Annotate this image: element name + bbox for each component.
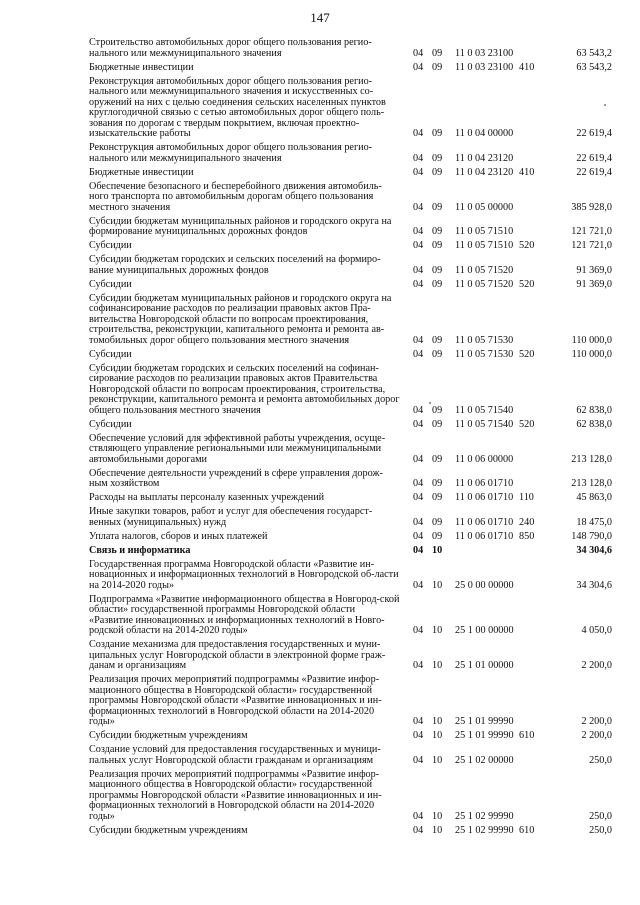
- table-row: [0, 350, 640, 361]
- cell-pr: 09: [432, 240, 443, 251]
- cell-sum: 63 543,2: [576, 47, 612, 59]
- cell-vr: 410: [519, 61, 535, 73]
- row-description: Бюджетные инвестиции: [89, 166, 194, 178]
- table-row: [0, 731, 640, 742]
- row-description: Обеспечение условий для эффективной работы учреждения, осуще-ствляющего управление региональными или межмуниципальными автомобильными дорогами: [89, 432, 386, 465]
- cell-sum: 45 863,0: [576, 492, 612, 503]
- cell-csr: 25 1 00 00000: [455, 625, 514, 636]
- cell-csr: 11 0 04 23120: [455, 166, 514, 178]
- cell-rz: 04: [413, 516, 424, 528]
- table-row: [0, 241, 640, 252]
- cell-sum: 91 369,0: [576, 264, 612, 276]
- table-row: [0, 217, 640, 238]
- cell-csr: 11 0 06 00000: [455, 453, 514, 465]
- table-row: [0, 143, 640, 164]
- cell-pr: 10: [432, 754, 443, 766]
- cell-pr: 09: [432, 264, 443, 276]
- cell-pr: 09: [432, 278, 443, 290]
- cell-sum: 148 790,0: [571, 530, 612, 542]
- cell-sum: 121 721,0: [571, 226, 612, 237]
- cell-pr: 09: [432, 516, 443, 528]
- table-row: [0, 255, 640, 276]
- cell-rz: 04: [413, 579, 424, 591]
- cell-csr: 11 0 04 23120: [455, 152, 514, 164]
- cell-rz: 04: [413, 47, 424, 59]
- row-description: Расходы на выплаты персоналу казенных учреждений: [89, 492, 325, 503]
- cell-rz: 04: [413, 625, 424, 636]
- cell-csr: 25 1 02 99990: [455, 824, 514, 836]
- cell-sum: 34 304,6: [576, 579, 612, 591]
- table-row: [0, 640, 640, 672]
- cell-sum: 213 128,0: [571, 453, 612, 465]
- cell-csr: 11 0 05 71520: [455, 264, 514, 276]
- row-description: Уплата налогов, сборов и иных платежей: [89, 530, 268, 542]
- cell-sum: 18 475,0: [576, 516, 612, 528]
- cell-sum: 22 619,4: [576, 152, 612, 164]
- cell-pr: 10: [432, 730, 443, 741]
- cell-sum: 385 928,0: [571, 201, 612, 213]
- cell-csr: 11 0 03 23100: [455, 47, 514, 59]
- cell-rz: 04: [413, 754, 424, 766]
- cell-csr: 11 0 06 01710: [455, 492, 514, 503]
- cell-vr: 520: [519, 278, 535, 290]
- table-row: [0, 469, 640, 490]
- cell-csr: 11 0 05 71540: [455, 418, 514, 430]
- cell-pr: 09: [432, 453, 443, 465]
- table-row: [0, 546, 640, 557]
- cell-pr: 09: [432, 201, 443, 213]
- cell-rz: 04: [413, 61, 424, 73]
- cell-csr: 25 1 02 00000: [455, 754, 514, 766]
- cell-csr: 25 0 00 00000: [455, 579, 514, 591]
- cell-rz: 04: [413, 492, 424, 503]
- cell-pr: 09: [432, 492, 443, 503]
- row-description: Бюджетные инвестиции: [89, 61, 194, 73]
- cell-rz: 04: [413, 128, 424, 139]
- cell-rz: 04: [413, 716, 424, 727]
- cell-csr: 25 1 01 99990: [455, 730, 514, 741]
- cell-rz: 04: [413, 730, 424, 741]
- cell-rz: 04: [413, 264, 424, 276]
- row-description: Связь и информатика: [89, 544, 191, 556]
- row-description: Субсидии бюджетным учреждениям: [89, 730, 248, 741]
- cell-csr: 11 0 05 71510: [455, 226, 514, 237]
- cell-sum: 22 619,4: [576, 166, 612, 178]
- row-description: Реализация прочих мероприятий подпрограммы «Развитие инфор-мационного общества в Новгородской области» государственной программы Новгородской области «Развитие инновационных и ин-формационных технологий в Новгородской области на 2014-2020 годы»: [89, 674, 382, 727]
- cell-pr: 10: [432, 660, 443, 671]
- cell-rz: 04: [413, 824, 424, 836]
- cell-rz: 04: [413, 544, 424, 556]
- cell-csr: 11 0 05 00000: [455, 201, 514, 213]
- row-description: Строительство автомобильных дорог общего пользования регио-нального или межмуниципального значения: [89, 37, 372, 59]
- cell-rz: 04: [413, 166, 424, 178]
- page-number: 147: [310, 10, 330, 25]
- cell-vr: 410: [519, 166, 535, 178]
- row-description: Субсидии: [89, 240, 132, 251]
- cell-rz: 04: [413, 201, 424, 213]
- cell-sum: 62 838,0: [576, 418, 612, 430]
- row-description: Субсидии бюджетным учреждениям: [89, 824, 248, 836]
- cell-sum: 4 050,0: [581, 625, 612, 636]
- cell-pr: 09: [432, 530, 443, 542]
- cell-sum: 34 304,6: [576, 544, 612, 556]
- row-description: Реализация прочих мероприятий подпрограммы «Развитие инфор-мационного общества в Новгородской области» государственной программы Новгородской области «Развитие инновационных и ин-формационных технологий в Новгородской области на 2014-2020 годы»: [89, 768, 382, 822]
- cell-pr: 09: [432, 404, 443, 416]
- table-row: [0, 770, 640, 823]
- table-row: [0, 364, 640, 417]
- cell-sum: 2 200,0: [581, 730, 612, 741]
- cell-pr: 09: [432, 478, 443, 489]
- cell-rz: 04: [413, 404, 424, 416]
- cell-pr: 10: [432, 625, 443, 636]
- table-row: [0, 507, 640, 528]
- cell-csr: 11 0 05 71510: [455, 240, 514, 251]
- row-description: Государственная программа Новгородской области «Развитие ин-новационных и информационных технологий в Новгородской об-ласти на 2014-2020 годы»: [89, 558, 399, 591]
- cell-sum: 250,0: [589, 824, 612, 836]
- cell-csr: 25 1 02 99990: [455, 810, 514, 822]
- cell-rz: 04: [413, 418, 424, 430]
- cell-pr: 09: [432, 47, 443, 59]
- cell-vr: 850: [519, 530, 535, 542]
- cell-csr: 11 0 05 71530: [455, 348, 514, 360]
- row-description: Подпрограмма «Развитие информационного общества в Новгород-ской области» государственной программы Новгородской области «Развитие инновационных и информационных технологий в Новго-родской области на 2014-2020 годы»: [89, 593, 400, 636]
- table-row: [0, 745, 640, 766]
- cell-pr: 09: [432, 226, 443, 237]
- table-row: [0, 168, 640, 179]
- row-description: Субсидии бюджетам городских и сельских поселений на формиро-вание муниципальных дорожных фондов: [89, 254, 381, 276]
- scan-speck: [429, 402, 431, 404]
- cell-rz: 04: [413, 810, 424, 822]
- cell-sum: 110 000,0: [571, 348, 612, 360]
- cell-rz: 04: [413, 660, 424, 671]
- cell-rz: 04: [413, 478, 424, 489]
- cell-rz: 04: [413, 226, 424, 237]
- table-row: [0, 434, 640, 466]
- table-row: [0, 595, 640, 637]
- cell-csr: 11 0 06 01710: [455, 530, 514, 542]
- cell-csr: 11 0 05 71530: [455, 334, 514, 346]
- cell-rz: 04: [413, 334, 424, 346]
- row-description: Обеспечение безопасного и бесперебойного движения автомобиль-ного транспорта по автомобильным дорогам общего пользования местного значения: [89, 180, 382, 213]
- table-row: [0, 280, 640, 291]
- cell-rz: 04: [413, 453, 424, 465]
- cell-pr: 09: [432, 418, 443, 430]
- cell-pr: 09: [432, 334, 443, 346]
- cell-sum: 110 000,0: [571, 334, 612, 346]
- row-description: Реконструкция автомобильных дорог общего пользования регио-нального или межмуниципального значения и искусственных со-оружений на них с целью соединения сельских населенных пунктов круглогодичной связью с сетью автомобильных дорог общего поль-зования по дорогам с твердым покрытием, включая проектно-изыскательские работы: [89, 75, 386, 139]
- cell-sum: 2 200,0: [581, 716, 612, 727]
- row-description: Субсидии бюджетам городских и сельских поселений на софинан-сирование расходов по реализации правовых актов Правительства Новгородской области по вопросам проектирования, строительства, реконструкции, капитального ремонта и ремонта автомобильных дорог общего пользования местного значения: [89, 362, 400, 416]
- row-description: Субсидии: [89, 278, 132, 290]
- cell-pr: 10: [432, 810, 443, 822]
- cell-csr: 11 0 03 23100: [455, 61, 514, 73]
- cell-csr: 11 0 06 01710: [455, 478, 514, 489]
- table-row: [0, 675, 640, 728]
- cell-rz: 04: [413, 530, 424, 542]
- row-description: Субсидии бюджетам муниципальных районов и городского округа на софинансирование расходов по реализации правовых актов Пра-вительства Новгородской области по вопросам проектирования, строительства, реконструкции, капитального ремонта и ремонта ав-томобильных дорог общего пользования местного значения: [89, 292, 392, 346]
- cell-vr: 110: [519, 492, 534, 503]
- row-description: Создание механизма для предоставления государственных и муни-ципальных услуг Новгородской области в электронной форме граж-данам и организациям: [89, 639, 386, 671]
- cell-sum: 250,0: [589, 810, 612, 822]
- cell-pr: 10: [432, 716, 443, 727]
- budget-table: [0, 38, 640, 840]
- cell-csr: 25 1 01 00000: [455, 660, 514, 671]
- cell-pr: 09: [432, 152, 443, 164]
- cell-csr: 11 0 05 71520: [455, 278, 514, 290]
- cell-vr: 520: [519, 240, 535, 251]
- cell-sum: 213 128,0: [571, 478, 612, 489]
- cell-rz: 04: [413, 348, 424, 360]
- cell-vr: 520: [519, 348, 535, 360]
- table-row: [0, 826, 640, 837]
- cell-sum: 22 619,4: [576, 128, 612, 139]
- cell-csr: 11 0 04 00000: [455, 128, 514, 139]
- cell-sum: 250,0: [589, 754, 612, 766]
- cell-vr: 240: [519, 516, 535, 528]
- row-description: Субсидии бюджетам муниципальных районов и городского округа на формирование муниципальных дорожных фондов: [89, 215, 392, 237]
- cell-rz: 04: [413, 240, 424, 251]
- row-description: Субсидии: [89, 418, 132, 430]
- cell-csr: 11 0 05 71540: [455, 404, 514, 416]
- row-description: Субсидии: [89, 348, 132, 360]
- cell-sum: 2 200,0: [581, 660, 612, 671]
- row-description: Создание условий для предоставления государственных и муници-пальных услуг Новгородской области гражданам и организациям: [89, 744, 381, 766]
- cell-sum: 63 543,2: [576, 61, 612, 73]
- table-row: [0, 63, 640, 74]
- cell-pr: 09: [432, 348, 443, 360]
- table-row: [0, 420, 640, 431]
- cell-pr: 09: [432, 61, 443, 73]
- cell-pr: 10: [432, 824, 443, 836]
- cell-pr: 10: [432, 579, 443, 591]
- table-row: [0, 532, 640, 543]
- cell-rz: 04: [413, 278, 424, 290]
- row-description: Обеспечение деятельности учреждений в сфере управления дорож-ным хозяйством: [89, 467, 383, 489]
- table-row: [0, 560, 640, 592]
- row-description: Реконструкция автомобильных дорог общего пользования регио-нального или межмуниципального значения: [89, 142, 373, 164]
- table-row: [0, 77, 640, 140]
- cell-pr: 09: [432, 166, 443, 178]
- cell-sum: 62 838,0: [576, 404, 612, 416]
- cell-rz: 04: [413, 152, 424, 164]
- cell-csr: 11 0 06 01710: [455, 516, 514, 528]
- scan-speck: [604, 104, 606, 106]
- cell-csr: 25 1 01 99990: [455, 716, 514, 727]
- table-row: [0, 294, 640, 347]
- table-row: [0, 182, 640, 214]
- cell-sum: 121 721,0: [571, 240, 612, 251]
- table-row: [0, 38, 640, 59]
- cell-sum: 91 369,0: [576, 278, 612, 290]
- cell-pr: 09: [432, 128, 443, 139]
- cell-vr: 610: [519, 824, 535, 836]
- cell-vr: 610: [519, 730, 535, 741]
- cell-pr: 10: [432, 544, 443, 556]
- row-description: Иные закупки товаров, работ и услуг для обеспечения государст-венных (муниципальных) нужд: [89, 506, 373, 528]
- table-row: [0, 493, 640, 504]
- cell-vr: 520: [519, 418, 535, 430]
